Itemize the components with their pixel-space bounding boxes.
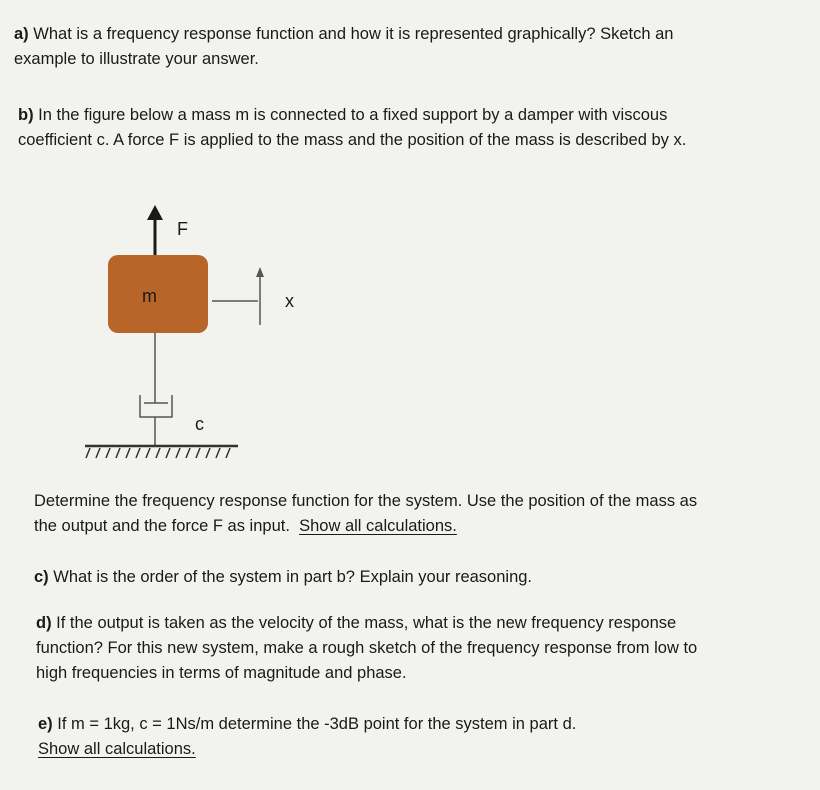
question-b-line-1: In the figure below a mass m is connected to a fixed support by a damper with viscous [38,106,668,124]
damper-label: c [195,414,204,434]
ground-hatching [86,448,230,458]
question-b-label: b) [18,106,34,124]
mass-block [108,255,208,333]
question-a [14,22,814,72]
question-e [38,712,808,762]
question-b [18,103,818,153]
show-calculations-b: Show all calculations. [299,517,457,535]
question-b-cont-line-2: the output and the force F as input. [34,517,300,535]
question-d-line-2: function? For this new system, make a rough sketch of the frequency response from low to [36,639,698,657]
mass-label: m [142,286,157,306]
question-d-line-1: If the output is taken as the velocity of the mass, what is the new frequency response [56,614,677,632]
question-b-cont-line-1: Determine the frequency response function for the system. Use the position of the mass as [34,492,698,510]
damper-cylinder [140,395,172,417]
question-c-label: c) [34,568,49,586]
question-e-label: e) [38,715,53,733]
question-a-line-1: What is a frequency response function and how it is represented graphically? Sketch an [33,25,674,43]
question-b-continued [34,489,814,539]
question-c [34,565,814,590]
show-calculations-e: Show all calculations. [38,740,196,758]
question-d-label: d) [36,614,52,632]
mass-damper-diagram [70,195,310,470]
position-label: x [285,291,294,311]
force-arrow-head [147,205,163,220]
question-d [36,611,806,686]
question-b-line-2: coefficient c. A force F is applied to the mass and the position of the mass is described by x. [18,131,687,149]
question-a-line-2: example to illustrate your answer. [14,50,259,68]
force-label: F [177,219,188,239]
position-arrow-head [256,267,264,277]
question-e-line-1: If m = 1kg, c = 1Ns/m determine the -3dB point for the system in part d. [57,715,577,733]
question-d-line-3: high frequencies in terms of magnitude and phase. [36,664,407,682]
question-a-label: a) [14,25,29,43]
question-c-line-1: What is the order of the system in part b? Explain your reasoning. [53,568,533,586]
